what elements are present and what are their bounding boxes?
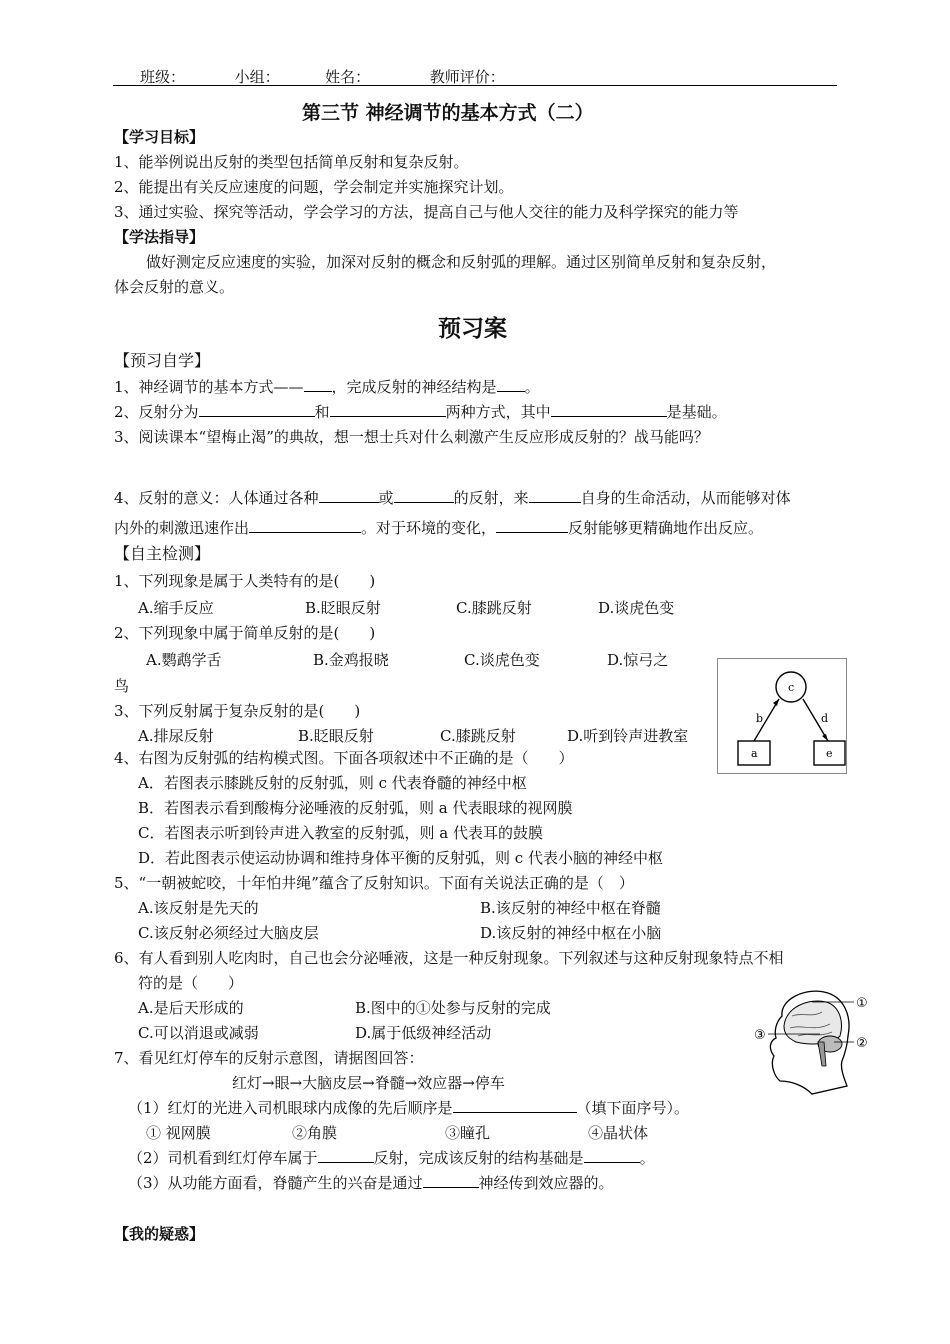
brain-diagram [752,986,872,1096]
blank[interactable] [318,1148,374,1163]
header-rule [113,85,837,86]
self-study-q3: 3、阅读课本“望梅止渴”的典故，想一想士兵对什么刺激产生反应形成反射的？战马能吗？ [114,428,709,446]
self-study-heading: 【预习自学】 [114,351,211,370]
check-q6-line1: 6、有人看到别人吃肉时，自己也会分泌唾液，这是一种反射现象。下列叙述与这种反射现象特点不相 [114,949,784,967]
goal-item: 2、能提出有关反应速度的问题，学会制定并实施探究计划。 [114,178,514,196]
option: ②角膜 [292,1124,338,1142]
edge-b-label: b [756,712,764,725]
option: A.该反射是先天的 [138,899,259,917]
page-title: 第三节 神经调节的基本方式（二） [302,102,594,124]
reflex-arc-diagram [717,658,847,774]
method-heading: 【学法指导】 [114,228,205,246]
edge-d-label: d [821,712,829,725]
check-heading: 【自主检测】 [114,544,211,563]
node-e-label: e [826,747,833,760]
group-label: 小组： [234,68,280,86]
name-label: 姓名： [325,68,371,86]
self-study-q4-line1: 4、反射的意义：人体通过各种 或 的反射，来 自身的生命活动，从而能够对体 [114,489,791,507]
node-c-label: c [788,681,795,694]
method-text-2: 体会反射的意义。 [114,278,235,296]
check-q2: 2、下列现象中属于简单反射的是( ) [114,624,376,642]
blank[interactable] [249,518,361,533]
blank[interactable] [551,402,667,417]
brain-label-1: ① [856,996,868,1011]
self-study-q4-line2: 内外的刺激迅速作出 。对于环境的变化， 反射能够更精确地作出反应。 [114,519,764,537]
blank[interactable] [584,1148,640,1163]
method-text-1: 做好测定反应速度的实验，加深对反射的概念和反射弧的理解。通过区别简单反射和复杂反射， [146,253,777,271]
doubt-heading: 【我的疑惑】 [114,1225,205,1243]
option: D.惊弓之 [607,651,669,669]
edge-d-arrow [822,734,828,741]
option: B.眨眼反射 [298,727,374,745]
reflex-arc-svg [718,659,846,773]
blank[interactable] [497,377,525,392]
q7-part3: （3）从功能方面看，脊髓产生的兴奋是通过 神经传到效应器的。 [128,1174,614,1192]
blank[interactable] [529,488,581,503]
class-label: 班级： [140,68,186,86]
edge-b-arrow [773,699,779,706]
brain-label-2: ② [856,1036,868,1051]
goals-heading: 【学习目标】 [114,128,205,146]
option: B.眨眼反射 [305,599,381,617]
blank[interactable] [304,377,332,392]
option: A．若图表示膝跳反射的反射弧，则 c 代表脊髓的神经中枢 [138,774,527,792]
brain-label-3: ③ [754,1028,766,1043]
q7-part2: （2）司机看到红灯停车属于 反射，完成该反射的结构基础是 。 [128,1149,655,1167]
check-q3: 3、下列反射属于复杂反射的是( ) [114,702,361,720]
option: C.谈虎色变 [464,651,540,669]
option: B．若图表示看到酸梅分泌唾液的反射弧，则 a 代表眼球的视网膜 [138,799,573,817]
preview-title: 预习案 [438,316,507,342]
blank[interactable] [423,1173,479,1188]
option: B.金鸡报晓 [313,651,389,669]
option: A.排尿反射 [138,727,214,745]
option: D.属于低级神经活动 [355,1024,492,1042]
option: B.该反射的神经中枢在脊髓 [480,899,661,917]
option: D.该反射的神经中枢在小脑 [480,924,662,942]
option: B.图中的①处参与反射的完成 [355,999,551,1017]
brain-svg [752,986,872,1096]
blank[interactable] [319,488,379,503]
self-study-q1: 1、神经调节的基本方式—— ，完成反射的神经结构是 。 [114,378,540,396]
q7-part1: （1）红灯的光进入司机眼球内成像的先后顺序是 （填下面序号）。 [128,1099,690,1117]
option: C.膝跳反射 [456,599,532,617]
check-q1: 1、下列现象是属于人类特有的是( ) [114,572,376,590]
check-q6-line2: 符的是（ ） [138,974,244,992]
option: D.听到铃声进教室 [567,727,689,745]
option-wrap: 鸟 [114,677,130,695]
node-a-label: a [751,747,758,760]
check-q4: 4、右图为反射弧的结构模式图。下面各项叙述中不正确的是（ ） [114,749,574,767]
option: ① 视网膜 [146,1124,211,1142]
goal-item: 1、能举例说出反射的类型包括简单反射和复杂反射。 [114,153,469,171]
goal-item: 3、通过实验、探究等活动，学会学习的方法，提高自己与他人交往的能力及科学探究的能力等 [114,203,739,221]
blank[interactable] [330,402,446,417]
option: C.该反射必须经过大脑皮层 [138,924,319,942]
eval-label: 教师评价： [429,68,505,86]
blank[interactable] [496,518,568,533]
option: A.鹦鹉学舌 [146,651,222,669]
header-info [140,66,505,87]
option: C.可以消退或减弱 [138,1024,259,1042]
option: ④晶状体 [588,1124,649,1142]
blank[interactable] [199,402,315,417]
check-q5: 5、“一朝被蛇咬，十年怕井绳”蕴含了反射知识。下面有关说法正确的是（ ） [114,874,634,892]
self-study-q2: 2、反射分为 和 两种方式，其中 是基础。 [114,403,727,421]
option: A.缩手反应 [138,599,214,617]
check-q7: 7、看见红灯停车的反射示意图，请据图回答： [114,1049,424,1067]
option: A.是后天形成的 [138,999,244,1017]
q7-flow: 红灯→眼→大脑皮层→脊髓→效应器→停车 [232,1074,505,1092]
option: D．若此图表示使运动协调和维持身体平衡的反射弧，则 c 代表小脑的神经中枢 [138,849,663,867]
blank[interactable] [394,488,454,503]
option: C.膝跳反射 [440,727,516,745]
blank[interactable] [453,1098,577,1113]
option: D.谈虎色变 [598,599,675,617]
option: ③瞳孔 [445,1124,491,1142]
option: C．若图表示听到铃声进入教室的反射弧，则 a 代表耳的鼓膜 [138,824,543,842]
